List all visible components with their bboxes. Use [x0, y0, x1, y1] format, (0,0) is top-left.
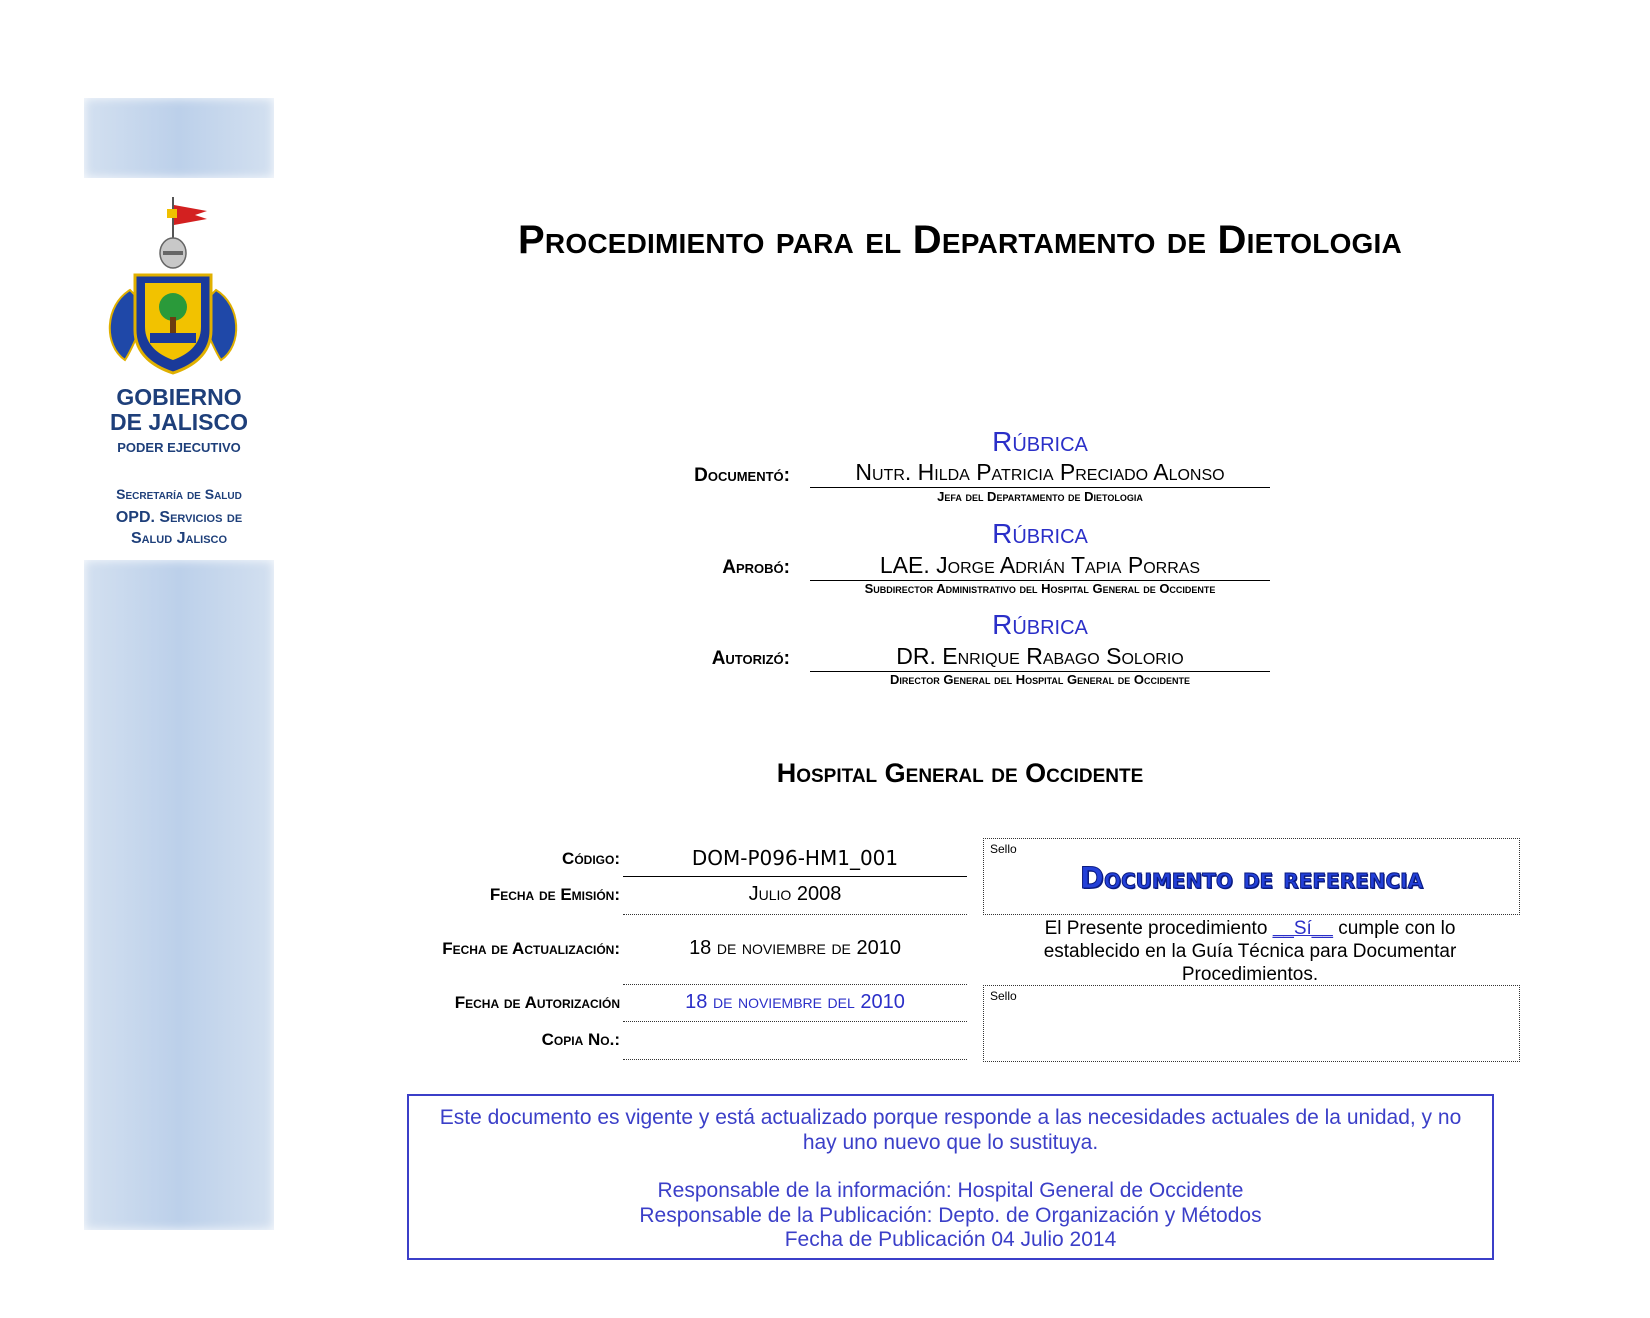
role-aprobo: Subdirector Administrativo del Hospital General de Occidente: [864, 581, 1216, 596]
name-autorizo: DR. Enrique Rabago Solorio: [810, 643, 1270, 672]
rubrica-autorizo: Rúbrica: [992, 609, 1088, 640]
responsable-informacion: Responsable de la información: Hospital General de Occidente: [657, 1179, 1244, 1202]
actualizacion-label: Fecha de Actualización:: [442, 939, 620, 958]
actualizacion-value: 18 de noviembre de 2010: [689, 937, 901, 959]
emision-underline: [623, 914, 967, 915]
procedure-compliance-text: [1000, 917, 1500, 986]
label-aprobo: Aprobó:: [722, 557, 790, 578]
gobierno-title: [84, 385, 274, 435]
salud-jalisco: Salud Jalisco: [130, 530, 228, 547]
hospital-heading: Hospital General de Occidente: [776, 758, 1144, 788]
procedure-si-mark: __Sí__: [1272, 918, 1333, 939]
actualizacion-underline: [623, 984, 967, 985]
codigo-underline: [623, 876, 967, 877]
sidebar-bottom-panel: [84, 560, 274, 1230]
sello-label: Sello: [990, 842, 1017, 856]
vigencia-statement: Este documento es vigente y está actualizado porque responde a las necesidades actuales de la unidad, y no hay uno nuevo que lo sustituya.: [439, 1106, 1462, 1154]
documento-referencia-stamp: Documento de referencia: [1079, 861, 1424, 895]
jalisco-coat-of-arms-logo: [95, 195, 265, 380]
opd-servicios: OPD. Servicios de: [115, 509, 243, 526]
autorizacion-value: 18 de noviembre del 2010: [685, 991, 905, 1013]
label-documento: Documentó:: [694, 465, 790, 486]
procedure-text-pre: El Presente procedimiento: [1044, 918, 1273, 939]
emision-value: Julio 2008: [748, 883, 842, 905]
copia-underline: [623, 1059, 967, 1060]
responsable-publicacion: Responsable de la Publicación: Depto. de Organización y Métodos: [639, 1203, 1262, 1227]
name-aprobo: LAE. Jorge Adrián Tapia Porras: [810, 552, 1270, 581]
copia-label: Copia No.:: [541, 1030, 620, 1049]
label-autorizo: Autorizó:: [711, 648, 790, 669]
vigencia-notice-box: [407, 1094, 1494, 1260]
autorizacion-label: Fecha de Autorización: [454, 993, 620, 1012]
role-documento: Jefa del Departamento de Dietologia: [937, 489, 1143, 504]
emision-label: Fecha de Emisión:: [489, 885, 620, 904]
poder-ejecutivo: PODER EJECUTIVO: [117, 440, 241, 455]
codigo-value: DOM-P096-HM1_001: [691, 846, 899, 870]
procedure-text-post: cumple con lo establecido en la Guía Técnica para Documentar Procedimientos.: [1043, 918, 1457, 985]
name-documento: Nutr. Hilda Patricia Preciado Alonso: [810, 459, 1270, 488]
autorizacion-underline: [623, 1021, 967, 1022]
sello-box-empty: [983, 985, 1520, 1062]
rubrica-aprobo: Rúbrica: [992, 518, 1088, 549]
fecha-publicacion: Fecha de Publicación 04 Julio 2014: [784, 1228, 1117, 1251]
sello-label-2: Sello: [990, 989, 1017, 1003]
sidebar-top-panel: [84, 98, 274, 178]
jalisco-line: DE JALISCO: [109, 409, 249, 435]
codigo-label: Código:: [562, 849, 620, 868]
rubrica-documento: Rúbrica: [992, 426, 1088, 457]
secretaria-salud: Secretaría de Salud: [116, 486, 242, 502]
gobierno-line: GOBIERNO: [116, 384, 242, 410]
document-title: Procedimiento para el Departamento de Dietologia: [518, 218, 1402, 262]
sello-box-reference: [983, 838, 1520, 915]
role-autorizo: Director General del Hospital General de Occidente: [890, 672, 1190, 687]
